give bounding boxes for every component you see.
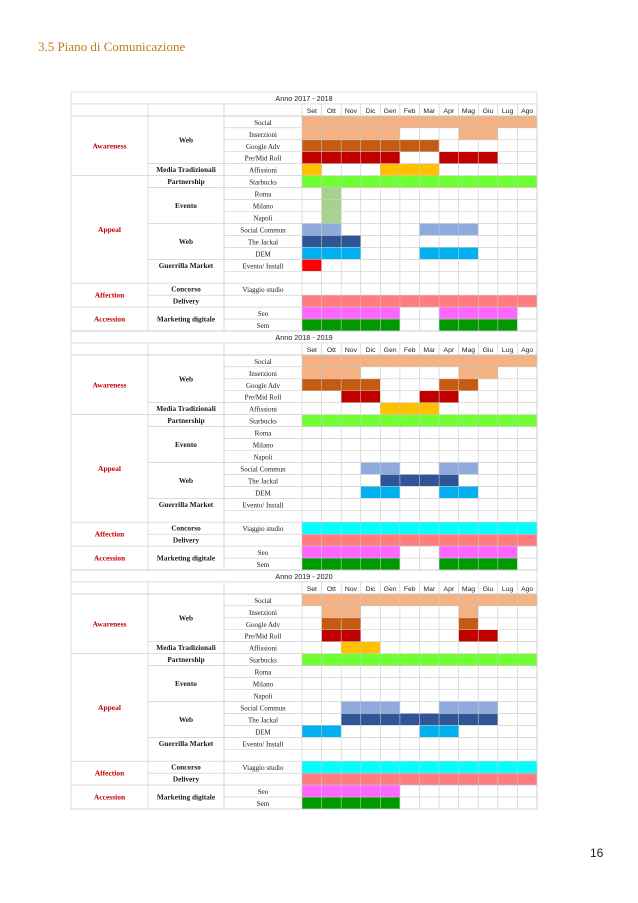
activity-label: Sem: [256, 800, 270, 808]
month-label: Ago: [521, 346, 534, 354]
year-title: Anno 2017 - 2018: [275, 93, 333, 103]
activity-label: DEM: [255, 728, 271, 737]
activity-label: Pre/Mid Roll: [244, 632, 282, 641]
channel-label: Marketing digitale: [156, 314, 216, 324]
gantt-bar: [322, 188, 342, 200]
activity-label: Napoli: [253, 214, 273, 223]
stage-label: Accession: [93, 314, 126, 324]
activity-label: Seo: [257, 310, 269, 319]
activity-label: Social Commun: [240, 465, 286, 474]
activity-label: DEM: [255, 489, 271, 498]
month-label: Giu: [482, 346, 494, 354]
gantt-bar: [302, 247, 361, 259]
activity-label: Evento/ Install: [242, 262, 284, 271]
month-label: Mar: [423, 585, 436, 593]
activity-label: Roma: [254, 190, 272, 199]
year-title: Anno 2019 - 2020: [275, 571, 333, 581]
month-label: Lug: [501, 346, 514, 354]
month-label: Apr: [443, 585, 455, 593]
month-label: Dic: [365, 346, 376, 354]
month-label: Ago: [521, 107, 534, 115]
activity-label: The Jackal: [247, 238, 279, 247]
channel-label: Marketing digitale: [156, 792, 216, 802]
gantt-bar: [439, 152, 498, 164]
gantt-bar: [302, 140, 439, 152]
month-label: Set: [306, 107, 317, 115]
gantt-bar: [302, 307, 400, 319]
month-label: Gen: [383, 107, 397, 115]
activity-label: Napoli: [253, 692, 273, 701]
month-label: Mag: [461, 107, 476, 115]
channel-label: Delivery: [172, 296, 200, 306]
activity-label: Sem: [256, 561, 270, 569]
month-label: Ott: [326, 346, 336, 354]
activity-label: Viaggio studio: [242, 286, 284, 295]
gantt-bar: [419, 223, 478, 235]
month-label: Mar: [423, 107, 436, 115]
stage-label: Affection: [94, 290, 125, 300]
activity-label: Evento/ Install: [242, 501, 284, 510]
activity-label: Pre/Mid Roll: [244, 154, 282, 163]
month-label: Ott: [326, 107, 336, 115]
activity-label: Affissioni: [249, 166, 277, 175]
activity-label: Roma: [254, 668, 272, 677]
channel-label: Web: [178, 714, 194, 724]
activity-label: Starbucks: [249, 417, 277, 426]
activity-label: The Jackal: [247, 716, 279, 725]
gantt-bar: [302, 558, 400, 570]
activity-label: Starbucks: [249, 178, 277, 187]
activity-label: Viaggio studio: [242, 764, 284, 773]
month-label: Giu: [482, 585, 494, 593]
channel-label: Media Tradizionali: [156, 643, 216, 653]
activity-label: Starbucks: [249, 656, 277, 665]
month-label: Gen: [383, 346, 397, 354]
channel-label: Delivery: [172, 774, 200, 784]
activity-label: Affissioni: [249, 405, 277, 414]
stage-label: Awareness: [92, 619, 127, 629]
activity-label: Milano: [252, 680, 274, 689]
gantt-bar: [322, 200, 342, 212]
gantt-bar: [439, 701, 498, 713]
stage-label: Affection: [94, 768, 125, 778]
activity-label: DEM: [255, 250, 271, 259]
activity-label: Sem: [256, 322, 270, 330]
gantt-bar: [302, 259, 322, 271]
month-label: Lug: [501, 107, 514, 115]
channel-label: Guerrilla Market: [158, 499, 214, 509]
month-label: Feb: [403, 585, 416, 593]
channel-label: Media Tradizionali: [156, 404, 216, 414]
gantt-bar: [302, 367, 361, 379]
gantt-bar: [341, 701, 400, 713]
channel-label: Partnership: [167, 655, 205, 665]
activity-label: Seo: [257, 549, 269, 558]
gantt-bar: [459, 606, 479, 618]
month-label: Gen: [383, 585, 397, 593]
activity-label: Inserzioni: [249, 608, 277, 617]
month-label: Mag: [461, 585, 476, 593]
month-label: Ago: [521, 585, 534, 593]
channel-label: Evento: [175, 201, 197, 211]
channel-label: Concorso: [171, 523, 201, 533]
stage-label: Appeal: [98, 224, 121, 234]
gantt-bar: [302, 785, 400, 797]
channel-label: Web: [178, 374, 194, 384]
channel-label: Web: [178, 236, 194, 246]
stage-label: Appeal: [98, 702, 121, 712]
activity-label: Social: [254, 357, 272, 366]
section-title: 3.5 Piano di Comunicazione: [38, 39, 186, 54]
activity-label: Affissioni: [249, 644, 277, 653]
channel-label: Concorso: [171, 284, 201, 294]
stage-label: Appeal: [98, 463, 121, 473]
year-title: Anno 2018 - 2019: [275, 332, 333, 342]
month-label: Feb: [403, 346, 416, 354]
activity-label: Seo: [257, 788, 269, 797]
activity-label: Google Adv: [245, 381, 281, 390]
month-label: Apr: [443, 346, 455, 354]
page-number: 16: [590, 846, 604, 860]
activity-label: Inserzioni: [249, 130, 277, 139]
month-label: Nov: [344, 346, 357, 354]
channel-label: Web: [178, 135, 194, 145]
stage-label: Affection: [94, 529, 125, 539]
month-label: Apr: [443, 107, 455, 115]
gantt-bar: [302, 546, 400, 558]
gantt-bar: [380, 403, 439, 415]
stage-label: Awareness: [92, 141, 127, 151]
stage-label: Awareness: [92, 380, 127, 390]
channel-label: Guerrilla Market: [158, 260, 214, 270]
stage-label: Accession: [93, 792, 126, 802]
activity-label: Google Adv: [245, 620, 281, 629]
activity-label: Pre/Mid Roll: [244, 393, 282, 402]
gantt-bar: [302, 235, 361, 247]
activity-label: Google Adv: [245, 142, 281, 151]
activity-label: Roma: [254, 429, 272, 438]
channel-label: Evento: [175, 679, 197, 689]
month-label: Mar: [423, 346, 436, 354]
month-label: Ott: [326, 585, 336, 593]
month-label: Nov: [344, 585, 357, 593]
channel-label: Delivery: [172, 535, 200, 545]
activity-label: Milano: [252, 202, 274, 211]
month-label: Set: [306, 585, 317, 593]
channel-label: Partnership: [167, 177, 205, 187]
channel-label: Concorso: [171, 762, 201, 772]
activity-label: Social: [254, 118, 272, 127]
month-label: Set: [306, 346, 317, 354]
month-label: Feb: [403, 107, 416, 115]
month-label: Mag: [461, 346, 476, 354]
channel-label: Web: [178, 613, 194, 623]
month-label: Lug: [501, 585, 514, 593]
gantt-bar: [302, 128, 400, 140]
gantt-bar: [302, 797, 400, 809]
channel-label: Partnership: [167, 416, 205, 426]
channel-label: Evento: [175, 440, 197, 450]
month-label: Dic: [365, 107, 376, 115]
gantt-bar: [419, 247, 478, 259]
month-label: Giu: [482, 107, 494, 115]
stage-label: Accession: [93, 553, 126, 563]
gantt-bar: [380, 164, 439, 176]
gantt-bar: [302, 319, 400, 331]
activity-label: Social: [254, 596, 272, 605]
channel-label: Web: [178, 475, 194, 485]
activity-label: Social Commun: [240, 704, 286, 713]
gantt-bar: [459, 618, 479, 630]
gantt-bar: [302, 152, 400, 164]
activity-label: Milano: [252, 441, 274, 450]
gantt-bar: [322, 212, 342, 224]
activity-label: The Jackal: [247, 477, 279, 486]
channel-label: Guerrilla Market: [158, 738, 214, 748]
channel-label: Marketing digitale: [156, 553, 216, 563]
month-label: Nov: [344, 107, 357, 115]
channel-label: Media Tradizionali: [156, 165, 216, 175]
gantt-bar: [302, 164, 322, 176]
activity-label: Inserzioni: [249, 369, 277, 378]
activity-label: Napoli: [253, 453, 273, 462]
activity-label: Evento/ Install: [242, 740, 284, 749]
month-label: Dic: [365, 585, 376, 593]
activity-label: Viaggio studio: [242, 525, 284, 534]
activity-label: Social Commun: [240, 226, 286, 235]
